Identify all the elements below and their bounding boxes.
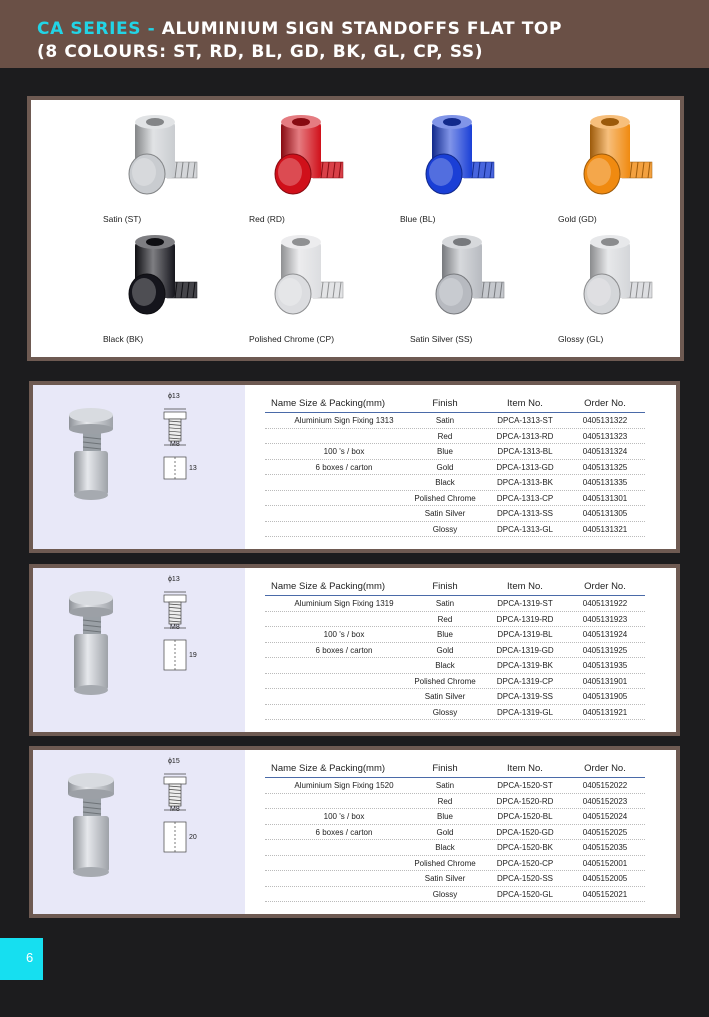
- cell-item-no: DPCA-1520-RD: [496, 796, 554, 806]
- page-header: [0, 0, 709, 68]
- cell-order-no: 0405131925: [582, 645, 628, 655]
- cell-order-no: 0405152022: [582, 781, 628, 790]
- cell-item-no: DPCA-1313-ST: [497, 416, 553, 425]
- cell-finish: Blue: [436, 447, 453, 456]
- cell-finish: Glossy: [432, 707, 458, 717]
- cell-order-no: 0405131325: [582, 462, 628, 472]
- cell-finish: Red: [437, 796, 453, 806]
- table-row: [265, 871, 645, 887]
- cell-item-no: DPCA-1319-SS: [496, 692, 554, 701]
- cell-item-no: DPCA-1520-GL: [496, 889, 554, 899]
- cell-item-no: DPCA-1313-GD: [496, 462, 554, 472]
- cell-item-no: DPCA-1520-BL: [497, 812, 553, 821]
- cell-order-no: 0405131321: [582, 524, 628, 534]
- cell-finish: Blue: [436, 630, 453, 639]
- swatch-blue: [400, 112, 550, 232]
- diameter-dim: ϕ13: [168, 393, 180, 400]
- swatch-label: Satin Silver (SS): [410, 334, 473, 344]
- swatch-satin: [410, 232, 560, 352]
- standoff-image: [103, 232, 213, 327]
- swatch-red: [249, 112, 399, 232]
- cell-order-no: 0405131924: [582, 630, 628, 639]
- col-header-item: Item No.: [507, 581, 543, 592]
- cell-order-no: 0405131921: [582, 707, 628, 717]
- table-row: [265, 689, 645, 705]
- col-header-order: Order No.: [584, 763, 626, 774]
- cell-finish: Gold: [436, 827, 454, 837]
- table-row: [265, 840, 645, 856]
- cell-order-no: 0405131322: [582, 416, 628, 425]
- cell-finish: Polished Chrome: [414, 676, 476, 686]
- product-illustration-area: [33, 568, 245, 732]
- standoff-image: [558, 232, 668, 327]
- cell-finish: Black: [435, 661, 455, 670]
- table-header-row: [265, 760, 645, 778]
- cell-order-no: 0405131301: [582, 493, 628, 503]
- col-header-finish: Finish: [432, 763, 458, 774]
- col-header-name: Name Size & Packing(mm): [271, 581, 386, 592]
- swatch-gold: [558, 112, 708, 232]
- table-header-row: [265, 395, 645, 413]
- standoff-photo: [33, 568, 245, 732]
- cell-order-no: 0405152005: [582, 874, 628, 883]
- table-row: [265, 413, 645, 429]
- standoff-photo: [33, 385, 245, 549]
- product-panel-inner: [33, 568, 676, 732]
- header-subtitle: (8 COLOURS: ST, RD, BL, GD, BK, GL, CP, SS): [37, 42, 484, 62]
- table-row: [265, 658, 645, 674]
- table-row: [265, 627, 645, 643]
- table-row: [265, 825, 645, 841]
- table-row: [265, 887, 645, 903]
- cell-order-no: 0405152021: [582, 889, 628, 899]
- table-row: [265, 705, 645, 721]
- cell-item-no: DPCA-1313-GL: [496, 524, 554, 534]
- cell-order-no: 0405131923: [582, 614, 628, 624]
- table-row: [265, 475, 645, 491]
- length-dim: 19: [189, 652, 197, 659]
- col-header-item: Item No.: [507, 398, 543, 409]
- cell-item-no: DPCA-1319-ST: [497, 599, 553, 608]
- col-header-name: Name Size & Packing(mm): [271, 763, 386, 774]
- swatch-glossy: [558, 232, 708, 352]
- thread-dim: M8: [170, 624, 180, 631]
- cell-item-no: DPCA-1520-GD: [496, 827, 554, 837]
- col-header-item: Item No.: [507, 763, 543, 774]
- table-row: [265, 794, 645, 810]
- table-row: [265, 809, 645, 825]
- col-header-name: Name Size & Packing(mm): [271, 398, 386, 409]
- cell-finish: Black: [435, 843, 455, 852]
- thread-dim: M8: [170, 441, 180, 448]
- standoff-image: [558, 112, 668, 207]
- table-row: [265, 674, 645, 690]
- cell-finish: Blue: [436, 812, 453, 821]
- cell-name: Aluminium Sign Fixing 1319: [294, 599, 394, 608]
- swatch-black: [103, 232, 253, 352]
- table-row: [265, 491, 645, 507]
- title-text: ALUMINIUM SIGN STANDOFFS FLAT TOP: [155, 19, 563, 39]
- product-illustration-area: [33, 750, 245, 914]
- standoff-image: [410, 232, 520, 327]
- cell-order-no: 0405152023: [582, 796, 628, 806]
- cell-item-no: DPCA-1319-CP: [496, 676, 554, 686]
- standoff-photo: [33, 750, 245, 914]
- standoff-image: [249, 232, 359, 327]
- cell-order-no: 0405152024: [582, 812, 628, 821]
- cell-finish: Satin: [435, 599, 455, 608]
- col-header-finish: Finish: [432, 398, 458, 409]
- cell-name: Aluminium Sign Fixing 1520: [294, 781, 394, 790]
- cell-order-no: 0405131323: [582, 431, 628, 441]
- product-panel-1313: [29, 381, 680, 553]
- standoff-image: [400, 112, 510, 207]
- cell-item-no: DPCA-1520-BK: [496, 843, 554, 852]
- cell-order-no: 0405152001: [582, 858, 628, 868]
- cell-finish: Gold: [436, 462, 454, 472]
- swatch-label: Blue (BL): [400, 214, 436, 224]
- page-number: 6: [26, 950, 34, 965]
- swatch-label: Polished Chrome (CP): [249, 334, 335, 344]
- swatch-label: Glossy (GL): [558, 334, 604, 344]
- standoff-image: [103, 112, 213, 207]
- cell-finish: Polished Chrome: [414, 858, 476, 868]
- cell-name: 100 's / box: [323, 630, 365, 639]
- cell-finish: Black: [435, 478, 455, 487]
- cell-order-no: 0405131324: [582, 447, 628, 456]
- product-table: [265, 578, 645, 720]
- swatch-satin: [103, 112, 253, 232]
- cell-finish: Satin Silver: [424, 692, 466, 701]
- thread-dim: M8: [170, 806, 180, 813]
- length-dim: 13: [189, 465, 197, 472]
- standoff-image: [249, 112, 359, 207]
- cell-order-no: 0405131935: [582, 661, 628, 670]
- swatch-label: Gold (GD): [558, 214, 597, 224]
- cell-name: 6 boxes / carton: [315, 645, 373, 655]
- table-row: [265, 643, 645, 659]
- swatch-polished: [249, 232, 399, 352]
- cell-order-no: 0405152025: [582, 827, 628, 837]
- product-illustration-area: [33, 385, 245, 549]
- product-panel-1319: [29, 564, 680, 736]
- length-dim: 20: [189, 834, 197, 841]
- page-number-badge: [0, 938, 43, 980]
- product-panel-1520: [29, 746, 680, 918]
- cell-finish: Red: [437, 614, 453, 624]
- swatch-label: Satin (ST): [103, 214, 142, 224]
- product-panel-inner: [33, 385, 676, 549]
- cell-name: Aluminium Sign Fixing 1313: [294, 416, 394, 425]
- cell-item-no: DPCA-1313-BK: [496, 478, 554, 487]
- cell-order-no: 0405152035: [582, 843, 628, 852]
- cell-name: 100 's / box: [323, 447, 365, 456]
- table-row: [265, 596, 645, 612]
- cell-name: 6 boxes / carton: [315, 827, 373, 837]
- cell-item-no: DPCA-1319-BK: [496, 661, 554, 670]
- col-header-order: Order No.: [584, 398, 626, 409]
- swatch-label: Red (RD): [249, 214, 285, 224]
- series-label: CA SERIES -: [37, 19, 156, 39]
- cell-item-no: DPCA-1313-BL: [497, 447, 553, 456]
- colour-swatch-panel: [27, 96, 684, 361]
- product-table: [265, 760, 645, 902]
- product-table: [265, 395, 645, 537]
- cell-name: 6 boxes / carton: [315, 462, 373, 472]
- cell-name: 100 's / box: [323, 812, 365, 821]
- diameter-dim: ϕ13: [168, 576, 180, 583]
- cell-order-no: 0405131335: [582, 478, 628, 487]
- cell-finish: Glossy: [432, 889, 458, 899]
- swatch-label: Black (BK): [103, 334, 144, 344]
- cell-order-no: 0405131901: [582, 676, 628, 686]
- cell-item-no: DPCA-1319-BL: [497, 630, 553, 639]
- cell-order-no: 0405131305: [582, 509, 628, 518]
- cell-finish: Red: [437, 431, 453, 441]
- cell-item-no: DPCA-1319-RD: [496, 614, 554, 624]
- cell-item-no: DPCA-1520-ST: [497, 781, 553, 790]
- table-row: [265, 612, 645, 628]
- table-row: [265, 460, 645, 476]
- cell-item-no: DPCA-1313-SS: [496, 509, 554, 518]
- cell-finish: Satin Silver: [424, 509, 466, 518]
- colour-swatch-grid: [31, 100, 680, 357]
- cell-item-no: DPCA-1319-GD: [496, 645, 554, 655]
- diameter-dim: ϕ15: [168, 758, 180, 765]
- table-row: [265, 856, 645, 872]
- cell-finish: Polished Chrome: [414, 493, 476, 503]
- col-header-finish: Finish: [432, 581, 458, 592]
- header-title: [37, 19, 562, 39]
- cell-finish: Satin Silver: [424, 874, 466, 883]
- cell-order-no: 0405131905: [582, 692, 628, 701]
- table-row: [265, 522, 645, 538]
- table-row: [265, 444, 645, 460]
- cell-order-no: 0405131922: [582, 599, 628, 608]
- cell-finish: Glossy: [432, 524, 458, 534]
- table-row: [265, 429, 645, 445]
- cell-finish: Satin: [435, 781, 455, 790]
- cell-item-no: DPCA-1313-RD: [496, 431, 554, 441]
- cell-item-no: DPCA-1520-CP: [496, 858, 554, 868]
- cell-item-no: DPCA-1520-SS: [496, 874, 554, 883]
- cell-item-no: DPCA-1313-CP: [496, 493, 554, 503]
- table-header-row: [265, 578, 645, 596]
- cell-item-no: DPCA-1319-GL: [496, 707, 554, 717]
- product-panel-inner: [33, 750, 676, 914]
- cell-finish: Satin: [435, 416, 455, 425]
- table-row: [265, 778, 645, 794]
- table-row: [265, 506, 645, 522]
- cell-finish: Gold: [436, 645, 454, 655]
- col-header-order: Order No.: [584, 581, 626, 592]
